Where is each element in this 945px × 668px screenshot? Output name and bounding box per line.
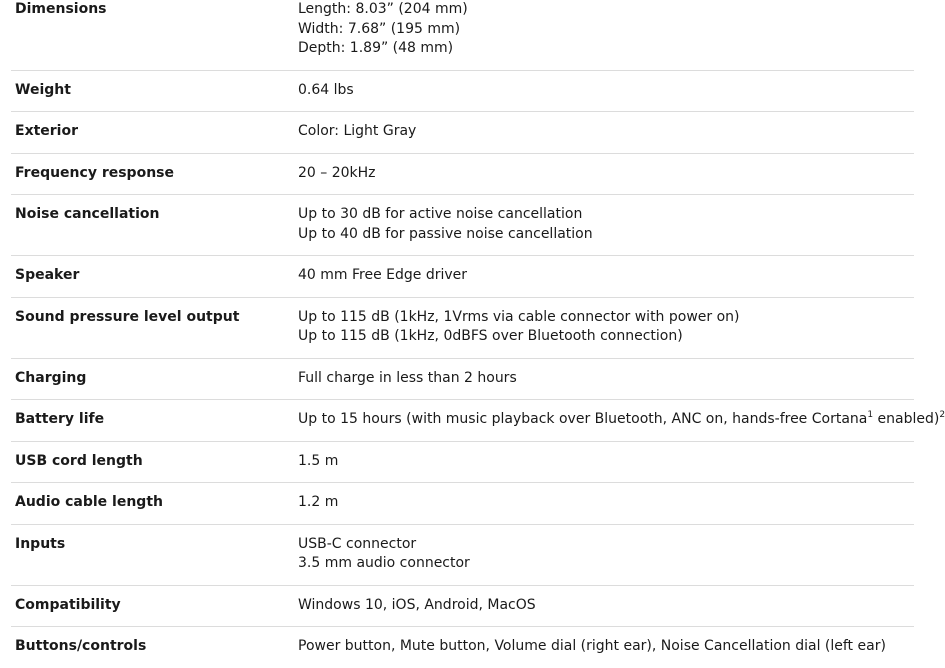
spec-value-line: Length: 8.03” (204 mm) bbox=[298, 1, 468, 17]
spec-label: Audio cable length bbox=[15, 494, 163, 510]
spec-value-line: Depth: 1.89” (48 mm) bbox=[298, 40, 454, 56]
spec-label: Charging bbox=[15, 369, 87, 386]
footnote-marker[interactable]: 1 bbox=[867, 410, 874, 420]
spec-value bbox=[298, 205, 914, 244]
spec-row-audio-cable bbox=[11, 483, 914, 525]
footnote-marker[interactable]: 2 bbox=[939, 410, 945, 420]
spec-value-line: Up to 115 dB (1kHz, 0dBFS over Bluetooth connection) bbox=[298, 328, 683, 344]
battery-value-text: Up to 15 hours (with music playback over Bluetooth, ANC on, hands-free Cortana bbox=[298, 411, 868, 427]
spec-label: Dimensions bbox=[15, 1, 107, 17]
spec-row-dimensions bbox=[11, 0, 914, 71]
spec-value-line bbox=[298, 410, 945, 430]
spec-label: Weight bbox=[15, 81, 71, 98]
spec-row-battery-life bbox=[11, 400, 945, 442]
spec-value: Color: Light Gray bbox=[298, 123, 417, 139]
spec-value bbox=[298, 308, 914, 347]
spec-row-frequency-response bbox=[11, 154, 914, 196]
spec-value bbox=[298, 535, 914, 574]
spec-row-exterior bbox=[11, 112, 914, 154]
spec-value-line: Width: 7.68” (195 mm) bbox=[298, 20, 461, 37]
spec-value: 40 mm Free Edge driver bbox=[298, 267, 468, 283]
spec-row-weight bbox=[11, 71, 914, 113]
spec-row-buttons-controls bbox=[11, 627, 914, 668]
spec-value: Windows 10, iOS, Android, MacOS bbox=[298, 596, 536, 613]
spec-row-usb-cord bbox=[11, 442, 914, 484]
spec-value: 20 – 20kHz bbox=[298, 164, 376, 181]
spec-value-line: 3.5 mm audio connector bbox=[298, 555, 470, 571]
spec-label: USB cord length bbox=[15, 452, 143, 469]
spec-value-line: USB-C connector bbox=[298, 535, 417, 552]
spec-value-line: Up to 115 dB (1kHz, 1Vrms via cable connector with power on) bbox=[298, 308, 740, 325]
spec-value: 0.64 lbs bbox=[298, 81, 354, 98]
spec-row-inputs bbox=[11, 525, 914, 586]
spec-label: Speaker bbox=[15, 267, 80, 283]
spec-value bbox=[298, 0, 914, 59]
spec-row-sound-pressure bbox=[11, 298, 914, 359]
spec-label: Exterior bbox=[15, 123, 79, 139]
spec-value: Power button, Mute button, Volume dial (right ear), Noise Cancellation dial (left ear) bbox=[298, 638, 886, 654]
spec-value: 1.5 m bbox=[298, 452, 339, 469]
spec-row-speaker bbox=[11, 256, 914, 298]
spec-row-charging bbox=[11, 359, 914, 401]
spec-row-noise-cancellation bbox=[11, 195, 914, 256]
spec-value-line: Up to 30 dB for active noise cancellation bbox=[298, 206, 583, 222]
spec-table bbox=[11, 0, 945, 668]
spec-label: Inputs bbox=[15, 535, 66, 552]
spec-label: Buttons/controls bbox=[15, 638, 147, 654]
spec-label: Battery life bbox=[15, 411, 105, 427]
spec-value: 1.2 m bbox=[298, 494, 339, 510]
spec-label: Sound pressure level output bbox=[15, 308, 240, 325]
spec-label: Frequency response bbox=[15, 164, 174, 181]
spec-label: Noise cancellation bbox=[15, 206, 160, 222]
spec-label: Compatibility bbox=[15, 596, 121, 613]
battery-value-tail: enabled) bbox=[873, 411, 940, 427]
spec-value-line: Up to 40 dB for passive noise cancellation bbox=[298, 225, 593, 242]
spec-value: Full charge in less than 2 hours bbox=[298, 369, 517, 386]
spec-row-compatibility bbox=[11, 586, 914, 628]
spec-value bbox=[298, 410, 945, 430]
